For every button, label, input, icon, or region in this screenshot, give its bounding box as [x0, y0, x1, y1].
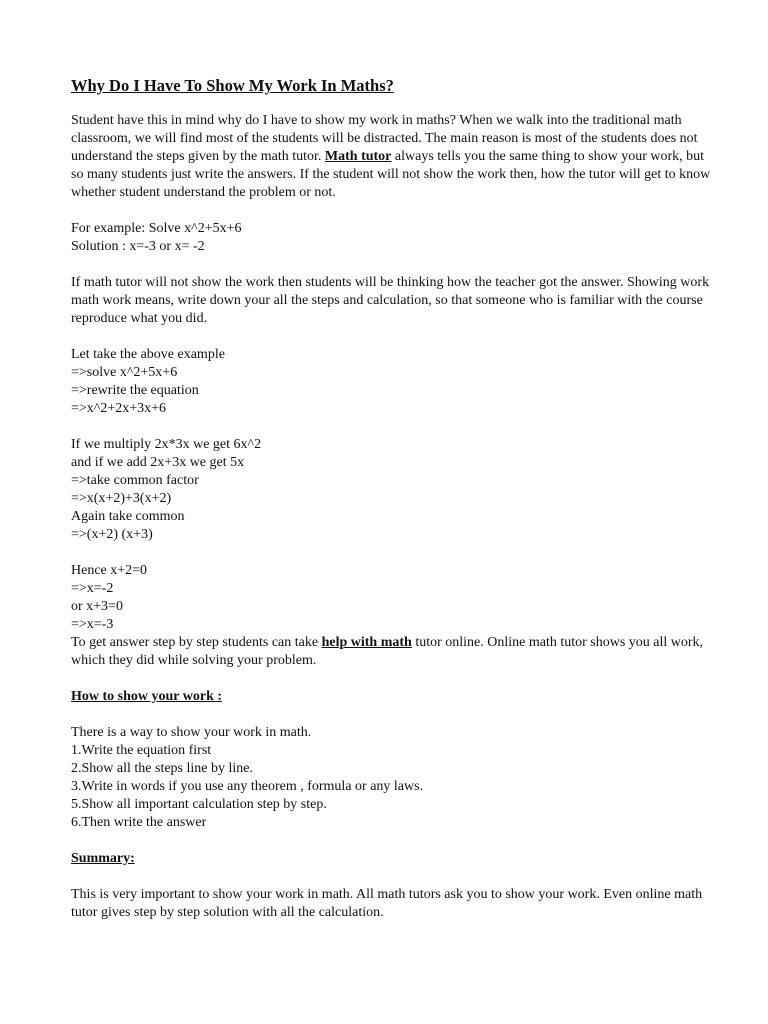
how-to-item: 3.Write in words if you use any theorem , formula or any laws.	[71, 779, 424, 794]
how-to-item: 2.Show all the steps line by line.	[71, 761, 253, 776]
step-line: or x+3=0	[71, 599, 123, 614]
step-line: =>x=-2	[71, 581, 114, 596]
online-tutor-paragraph	[71, 634, 711, 670]
step-line: Again take common	[71, 509, 185, 524]
example-line: For example: Solve x^2+5x+6	[71, 221, 242, 236]
summary-heading: Summary:	[71, 851, 135, 866]
step-line: =>x^2+2x+3x+6	[71, 401, 167, 416]
page-title: Why Do I Have To Show My Work In Maths?	[71, 76, 394, 95]
how-to-item: 6.Then write the answer	[71, 815, 207, 830]
intro-text-2: always tells you the same thing to show your work, but so many students just write the answers. If the student will not show the work then, how the tutor will get to know whether student understand the problem or not.	[71, 149, 711, 200]
math-tutor-link[interactable]: Math tutor	[324, 149, 392, 164]
step-line: =>take common factor	[71, 473, 199, 488]
help-with-math-link[interactable]: help with math	[321, 635, 412, 650]
step-line: Hence x+2=0	[71, 563, 148, 578]
how-to-list	[71, 724, 711, 832]
steps-block-3	[71, 562, 711, 634]
document-content	[71, 76, 711, 940]
how-to-item: 5.Show all important calculation step by step.	[71, 797, 327, 812]
how-to-item: 1.Write the equation first	[71, 743, 212, 758]
step-line: =>(x+2) (x+3)	[71, 527, 153, 542]
online-text-2: tutor online. Online math tutor shows you all work, which they did while solving your problem.	[71, 635, 704, 668]
step-line: =>x(x+2)+3(x+2)	[71, 491, 172, 506]
example-block	[71, 220, 711, 256]
explanation-paragraph: If math tutor will not show the work then students will be thinking how the teacher got the answer. Showing work math work means, write down your all the steps and calculation, so that someone who is familiar with the course reproduce what you did.	[71, 275, 710, 326]
steps-block-1	[71, 346, 711, 418]
online-text-1: To get answer step by step students can take	[71, 635, 322, 650]
how-to-heading: How to show your work :	[71, 689, 223, 704]
intro-paragraph	[71, 112, 711, 202]
step-line: =>x=-3	[71, 617, 114, 632]
intro-text-1: Student have this in mind why do I have to show my work in maths? When we walk into the traditional math classroom, we will find most of the students will be distracted. The main reason is most of the students does not understand the steps given by the math tutor.	[71, 113, 698, 164]
step-line: =>rewrite the equation	[71, 383, 199, 398]
step-line: and if we add 2x+3x we get 5x	[71, 455, 245, 470]
step-line: =>solve x^2+5x+6	[71, 365, 178, 380]
summary-paragraph: This is very important to show your work in math. All math tutors ask you to show your work. Even online math tutor gives step by step solution with all the calculation.	[71, 887, 703, 920]
step-line: If we multiply 2x*3x we get 6x^2	[71, 437, 262, 452]
steps-block-2	[71, 436, 711, 544]
how-to-intro: There is a way to show your work in math.	[71, 725, 312, 740]
solution-line: Solution : x=-3 or x= -2	[71, 239, 205, 254]
step-line: Let take the above example	[71, 347, 225, 362]
